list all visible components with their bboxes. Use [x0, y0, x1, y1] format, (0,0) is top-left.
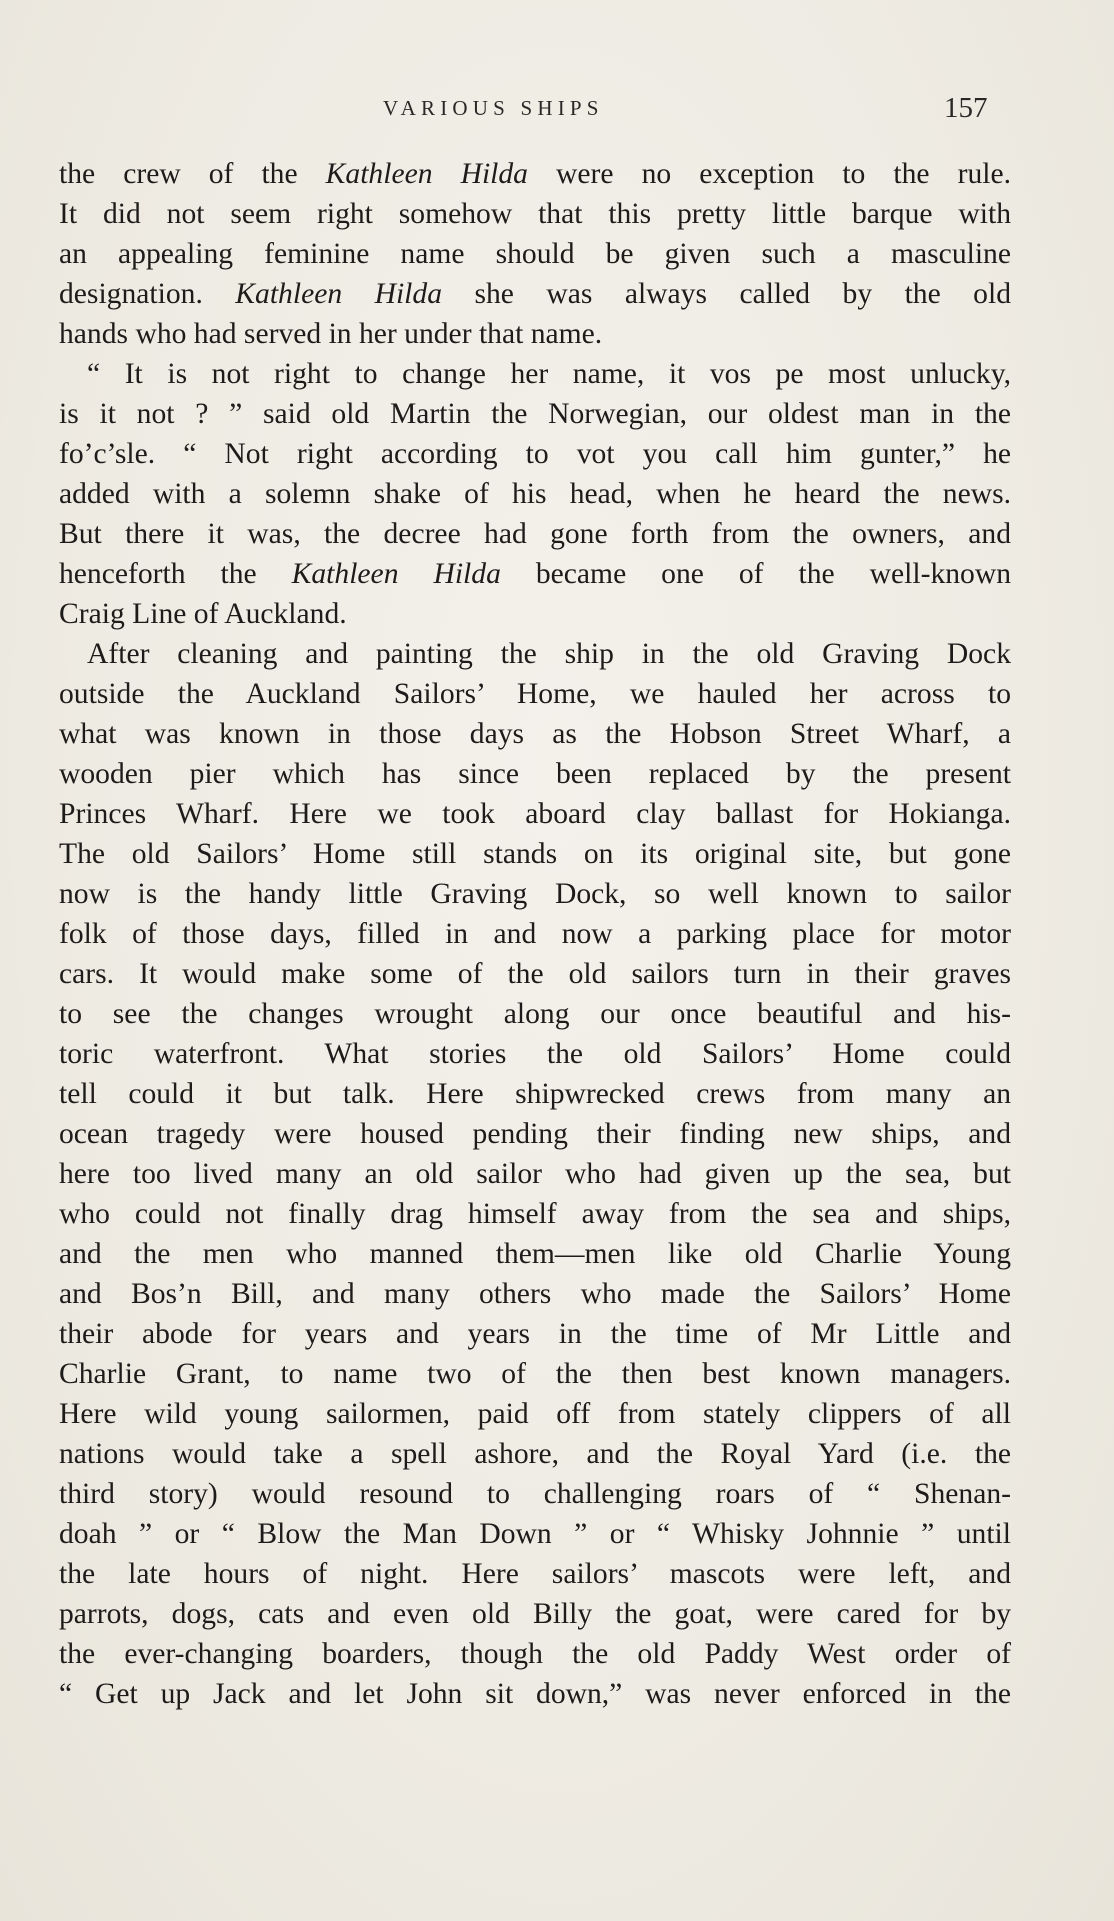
text-line: third story) would resound to challenging roars of “ Shenan- [59, 1478, 1011, 1510]
text-line: outside the Auckland Sailors’ Home, we hauled her across to [59, 678, 1011, 710]
text-line: and the men who manned them—men like old Charlie Young [59, 1238, 1011, 1270]
text-line: Princes Wharf. Here we took aboard clay ballast for Hokianga. [59, 798, 1011, 830]
text-line: “ It is not right to change her name, it vos pe most unlucky, [87, 358, 1011, 390]
text-line: doah ” or “ Blow the Man Down ” or “ Whisky Johnnie ” until [59, 1518, 1011, 1550]
text-line: is it not ? ” said old Martin the Norwegian, our oldest man in the [59, 398, 1011, 430]
text-line: cars. It would make some of the old sailors turn in their graves [59, 958, 1011, 990]
text-line: Craig Line of Auckland. [59, 598, 347, 630]
text-line: what was known in those days as the Hobson Street Wharf, a [59, 718, 1011, 750]
text-line: here too lived many an old sailor who had given up the sea, but [59, 1158, 1011, 1190]
text-line: It did not seem right somehow that this pretty little barque with [59, 198, 1011, 230]
text-line: who could not finally drag himself away from the sea and ships, [59, 1198, 1011, 1230]
text-line: their abode for years and years in the time of Mr Little and [59, 1318, 1011, 1350]
text-line: parrots, dogs, cats and even old Billy the goat, were cared for by [59, 1598, 1011, 1630]
text-line: an appealing feminine name should be given such a masculine [59, 238, 1011, 270]
text-line: wooden pier which has since been replaced by the present [59, 758, 1011, 790]
page-header [0, 92, 1114, 132]
text-line: added with a solemn shake of his head, when he heard the news. [59, 478, 1011, 510]
running-head: VARIOUS SHIPS [383, 96, 604, 120]
ship-name: Kathleen Hilda [325, 158, 528, 190]
text-line: the ever-changing boarders, though the old Paddy West order of [59, 1638, 1011, 1670]
ship-name: Kathleen Hilda [235, 278, 442, 310]
text-line: henceforth the Kathleen Hilda became one of the well-known [59, 558, 1011, 590]
text-line: fo’c’sle. “ Not right according to vot you call him gunter,” he [59, 438, 1011, 470]
text-line: The old Sailors’ Home still stands on its original site, but gone [59, 838, 1011, 870]
text-line: After cleaning and painting the ship in the old Graving Dock [87, 638, 1011, 670]
text-line: ocean tragedy were housed pending their finding new ships, and [59, 1118, 1011, 1150]
text-line: toric waterfront. What stories the old Sailors’ Home could [59, 1038, 1011, 1070]
text-line: and Bos’n Bill, and many others who made the Sailors’ Home [59, 1278, 1011, 1310]
text-line: nations would take a spell ashore, and the Royal Yard (i.e. the [59, 1438, 1011, 1470]
ship-name: Kathleen Hilda [291, 558, 501, 590]
text-line: the late hours of night. Here sailors’ mascots were left, and [59, 1558, 1011, 1590]
text-line: the crew of the Kathleen Hilda were no exception to the rule. [59, 158, 1011, 190]
text-line: to see the changes wrought along our once beautiful and his- [59, 998, 1011, 1030]
body-text [59, 154, 1011, 1714]
text-line: “ Get up Jack and let John sit down,” was never enforced in the [59, 1678, 1011, 1710]
page-number: 157 [944, 92, 988, 124]
text-line: Charlie Grant, to name two of the then best known managers. [59, 1358, 1011, 1390]
text-line: folk of those days, filled in and now a parking place for motor [59, 918, 1011, 950]
text-line: now is the handy little Graving Dock, so well known to sailor [59, 878, 1011, 910]
text-line: designation. Kathleen Hilda she was always called by the old [59, 278, 1011, 310]
text-line: tell could it but talk. Here shipwrecked crews from many an [59, 1078, 1011, 1110]
text-line: Here wild young sailormen, paid off from stately clippers of all [59, 1398, 1011, 1430]
text-line: hands who had served in her under that name. [59, 318, 603, 350]
text-line: But there it was, the decree had gone forth from the owners, and [59, 518, 1011, 550]
